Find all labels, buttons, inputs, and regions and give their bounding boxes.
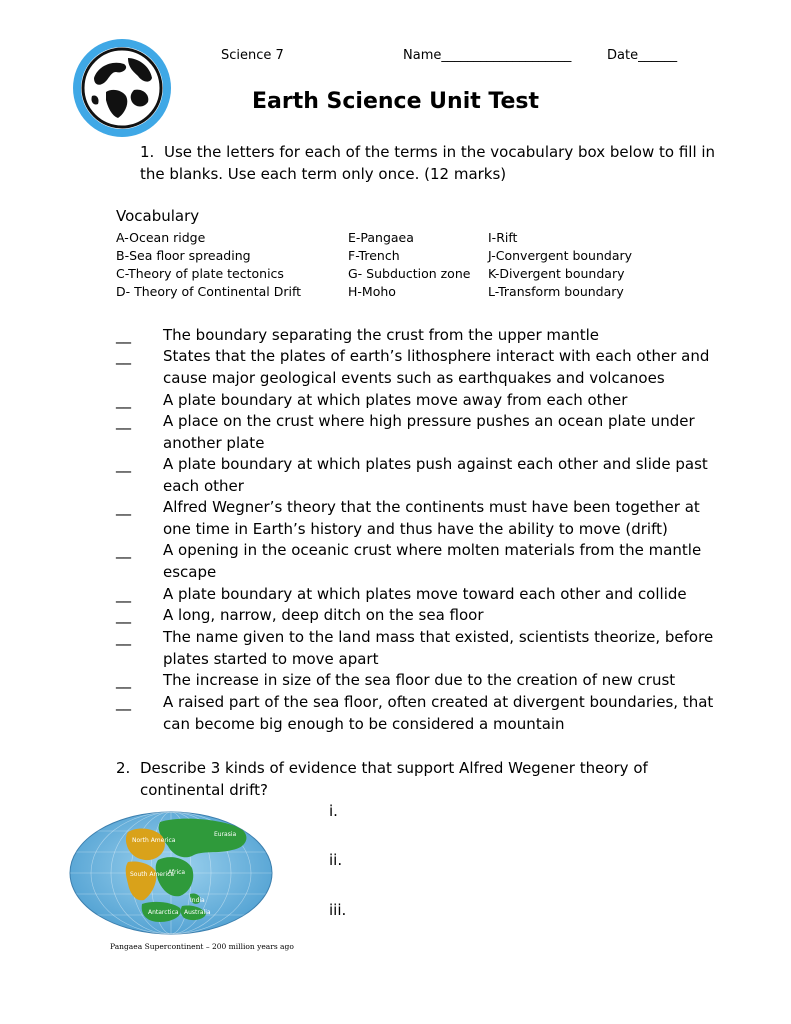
vocab-term: L-Transform boundary bbox=[488, 284, 624, 299]
vocab-term: F-Trench bbox=[348, 248, 400, 263]
item-text: The boundary separating the crust from the upper mantle bbox=[163, 326, 599, 344]
answer-blank[interactable]: __ bbox=[116, 628, 131, 646]
date-field[interactable]: Date______ bbox=[607, 48, 678, 63]
answer-line-i[interactable]: i. bbox=[329, 802, 338, 820]
item-text: A opening in the oceanic crust where molten materials from the mantle escape bbox=[163, 541, 702, 581]
vocab-term: G- Subduction zone bbox=[348, 266, 471, 281]
item-text: The name given to the land mass that existed, scientists theorize, before plates started to move apart bbox=[163, 628, 714, 668]
map-label: Eurasia bbox=[214, 831, 237, 838]
pangaea-map bbox=[68, 810, 274, 936]
q2-text: Describe 3 kinds of evidence that support Alfred Wegener theory of continental drift? bbox=[140, 759, 648, 799]
answer-blank[interactable]: __ bbox=[116, 347, 131, 365]
vocab-term: J-Convergent boundary bbox=[488, 248, 633, 263]
map-label: North America bbox=[132, 837, 176, 844]
vocab-term: A-Ocean ridge bbox=[116, 230, 206, 245]
item-text: Alfred Wegner’s theory that the continents must have been together at one time in Earth’s history and thus have the ability to move (drift) bbox=[163, 498, 700, 538]
answer-blank[interactable]: __ bbox=[116, 606, 131, 624]
answer-blank[interactable]: __ bbox=[116, 541, 131, 559]
vocabulary-col1 bbox=[116, 229, 301, 301]
answer-blank[interactable]: __ bbox=[116, 455, 131, 473]
vocabulary-heading: Vocabulary bbox=[116, 207, 200, 225]
item-text: A plate boundary at which plates push against each other and slide past each other bbox=[163, 455, 708, 495]
map-label: India bbox=[190, 897, 205, 904]
vocab-term: E-Pangaea bbox=[348, 230, 414, 245]
item-text: The increase in size of the sea floor due to the creation of new crust bbox=[163, 671, 676, 689]
map-label: South America bbox=[130, 871, 175, 878]
vocab-term: C-Theory of plate tectonics bbox=[116, 266, 284, 281]
map-caption: Pangaea Supercontinent – 200 million years ago bbox=[110, 942, 294, 951]
earth-logo bbox=[72, 38, 172, 138]
vocab-term: B-Sea floor spreading bbox=[116, 248, 251, 263]
vocab-term: H-Moho bbox=[348, 284, 396, 299]
answer-blank[interactable]: __ bbox=[116, 693, 131, 711]
item-text: A raised part of the sea floor, often created at divergent boundaries, that can become big enough to be considered a mountain bbox=[163, 693, 714, 733]
answer-blank[interactable]: __ bbox=[116, 326, 131, 344]
map-label: Africa bbox=[168, 869, 186, 876]
answer-line-iii[interactable]: iii. bbox=[329, 901, 347, 919]
answer-blank[interactable]: __ bbox=[116, 391, 131, 409]
vocabulary-col2 bbox=[348, 229, 470, 301]
vocab-term: I-Rift bbox=[488, 230, 518, 245]
vocab-term: D- Theory of Continental Drift bbox=[116, 284, 302, 299]
map-label: Antarctica bbox=[148, 909, 179, 916]
item-text: A plate boundary at which plates move away from each other bbox=[163, 391, 628, 409]
q2-number: 2. bbox=[116, 759, 131, 777]
answer-blank[interactable]: __ bbox=[116, 412, 131, 430]
page-title: Earth Science Unit Test bbox=[251, 89, 540, 114]
map-label: Australia bbox=[184, 909, 211, 916]
q1-number: 1. bbox=[140, 143, 155, 161]
answer-blank[interactable]: __ bbox=[116, 498, 131, 516]
name-field[interactable]: Name____________________ bbox=[403, 48, 572, 63]
course-label: Science 7 bbox=[221, 48, 284, 63]
answer-line-ii[interactable]: ii. bbox=[329, 851, 343, 869]
item-text: States that the plates of earth’s lithosphere interact with each other and cause major geological events such as earthquakes and volcanoes bbox=[163, 347, 710, 387]
answer-blank[interactable]: __ bbox=[116, 671, 131, 689]
q1-text: Use the letters for each of the terms in the vocabulary box below to fill in the blanks. Use each term only once. (12 marks) bbox=[140, 143, 716, 183]
item-text: A long, narrow, deep ditch on the sea floor bbox=[163, 606, 484, 624]
vocab-term: K-Divergent boundary bbox=[488, 266, 625, 281]
answer-blank[interactable]: __ bbox=[116, 585, 131, 603]
item-text: A plate boundary at which plates move toward each other and collide bbox=[163, 585, 687, 603]
item-text: A place on the crust where high pressure pushes an ocean plate under another plate bbox=[163, 412, 695, 452]
vocabulary-col3 bbox=[488, 229, 632, 301]
